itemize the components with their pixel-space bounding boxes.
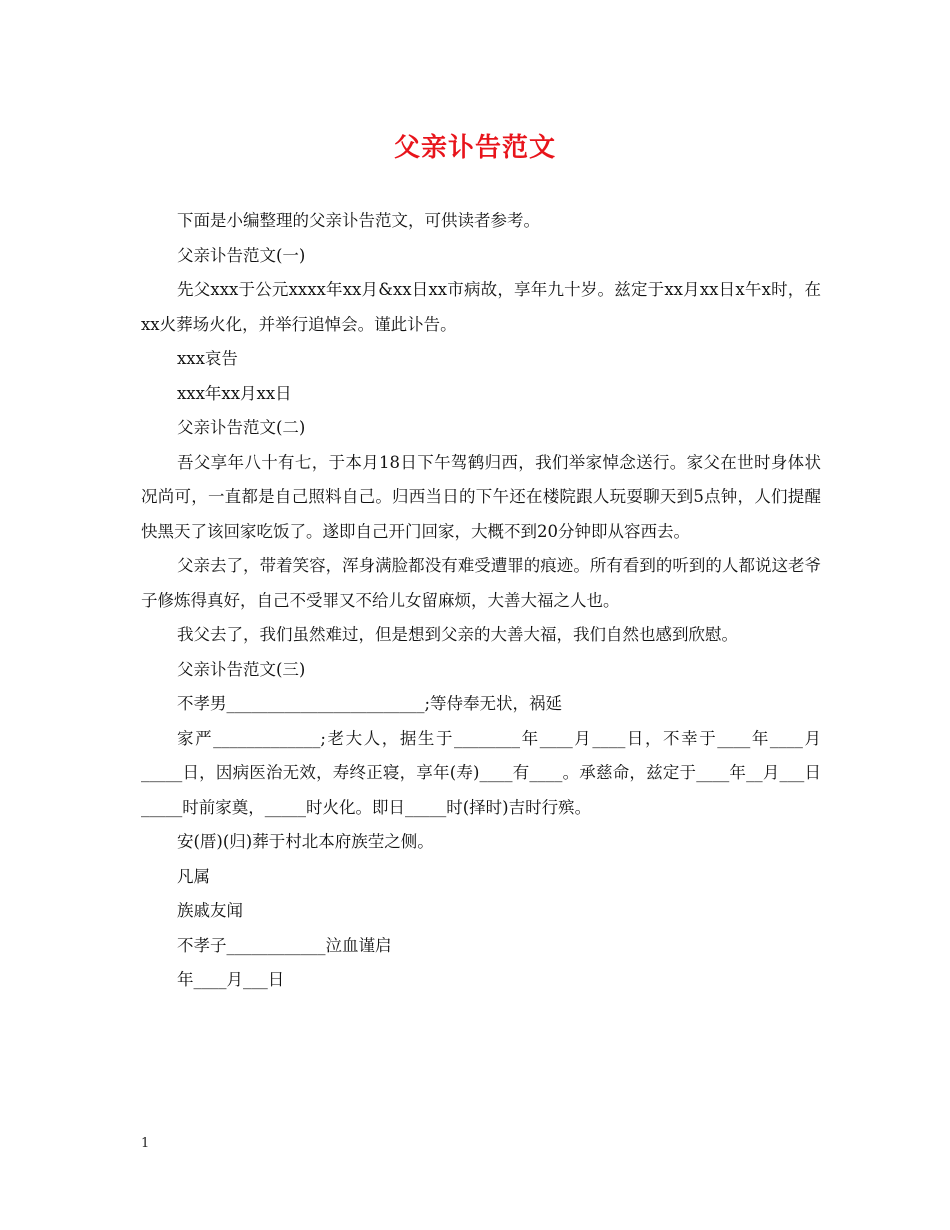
section-heading-2: 父亲讣告范文(二) bbox=[177, 418, 306, 437]
paragraph-3-line-4: 凡属 bbox=[177, 866, 210, 886]
paragraph-1-body: 先父xxx于公元xxxx年xx月&xx日xx市病故，享年九十岁。兹定于xx月xx日x午x时，在xx火葬场火化，并举行追悼会。谨此讣告。 bbox=[141, 280, 821, 334]
paragraph-3-line-2: 家严_____________;老大人，据生于________年____月____日，不幸于____年____月_____日，因病医治无效，寿终正寝，享年(寿)____有____。承慈命，兹定于____年__月___日_____时前家奠，_____时火化。即日_____时(择时)吉时行殡。 bbox=[141, 728, 821, 817]
document-body bbox=[141, 204, 821, 998]
paragraph-2-body-a: 吾父享年八十有七，于本月18日下午驾鹤归西，我们举家悼念送行。家父在世时身体状况尚可，一直都是自己照料自己。归西当日的下午还在楼院跟人玩耍聊天到5点钟，人们提醒快黑天了该回家吃饭了。遂即自己开门回家，大概不到20分钟即从容西去。 bbox=[141, 452, 821, 541]
paragraph-2-body-c: 我父去了，我们虽然难过，但是想到父亲的大善大福，我们自然也感到欣慰。 bbox=[177, 625, 738, 644]
paragraph-3-line-5: 族戚友闻 bbox=[177, 901, 243, 920]
document-title: 父亲讣告范文 bbox=[393, 133, 556, 163]
section-heading-3: 父亲讣告范文(三) bbox=[177, 659, 306, 679]
paragraph-1-signer: xxx哀告 bbox=[177, 349, 238, 368]
paragraph-intro: 下面是小编整理的父亲讣告范文，可供读者参考。 bbox=[177, 211, 540, 230]
paragraph-3-signer: 不孝子____________泣血谨启 bbox=[177, 935, 392, 955]
page-number: 1 bbox=[141, 1136, 150, 1151]
paragraph-2-body-b: 父亲去了，带着笑容，浑身满脸都没有难受遭罪的痕迹。所有看到的听到的人都说这老爷子修炼得真好，自己不受罪又不给儿女留麻烦，大善大福之人也。 bbox=[141, 556, 821, 610]
paragraph-3-line-1: 不孝男________________________;等侍奉无状，祸延 bbox=[177, 694, 563, 713]
paragraph-3-line-3: 安(厝)(归)葬于村北本府族茔之侧。 bbox=[177, 832, 434, 851]
section-heading-1: 父亲讣告范文(一) bbox=[177, 245, 306, 265]
paragraph-3-date: 年____月___日 bbox=[177, 970, 285, 989]
paragraph-1-date: xxx年xx月xx日 bbox=[177, 383, 292, 403]
